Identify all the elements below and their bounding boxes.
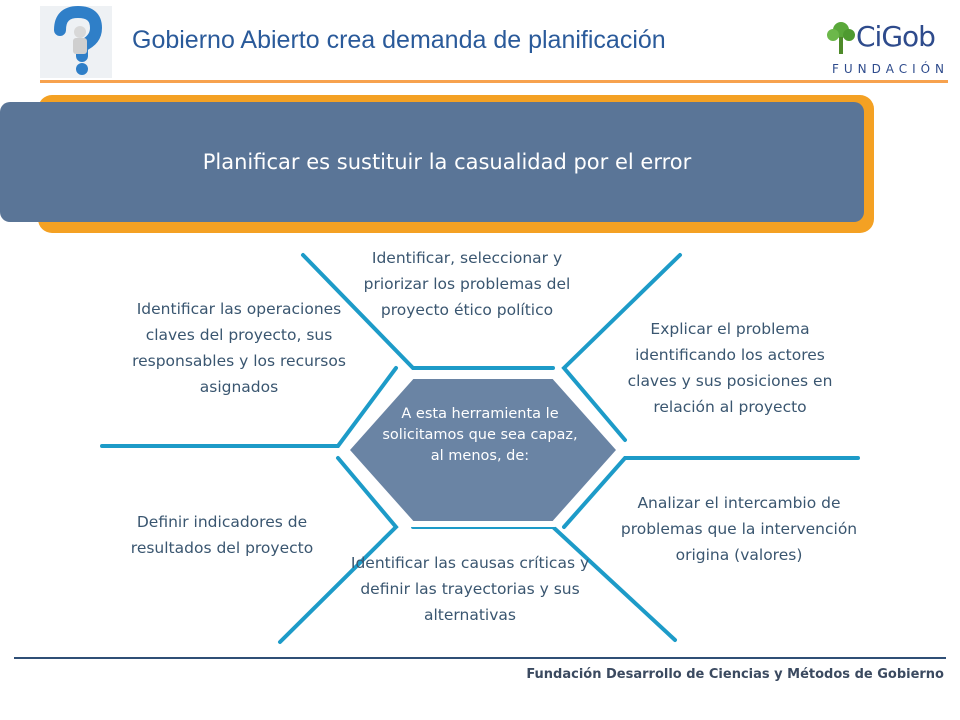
item-label-top: Identificar, seleccionar y priorizar los problemas del proyecto ético político: [363, 249, 571, 319]
footer-text: Fundación Desarrollo de Ciencias y Métodos de Gobierno: [526, 667, 944, 682]
item-label-upper-left: Identificar las operaciones claves del proyecto, sus responsables y los recursos asignados: [132, 300, 346, 396]
brand-name: CiGob: [856, 20, 935, 53]
item-label-lower-left: Definir indicadores de resultados del proyecto: [130, 513, 314, 557]
brand-subtitle: FUNDACIÓN: [832, 62, 950, 76]
page-title: Gobierno Abierto crea demanda de planificación: [132, 26, 666, 54]
item-label-bottom: Identificar las causas críticas y definir las trayectorias y sus alternativas: [350, 554, 590, 624]
footer-divider: [14, 657, 946, 659]
center-text: A esta herramienta le solicitamos que sea capaz, al menos, de:: [382, 406, 578, 464]
item-label-lower-right: Analizar el intercambio de problemas que la intervención origina (valores): [620, 494, 858, 564]
banner-text: Planificar es sustituir la casualidad por el error: [202, 150, 692, 174]
item-label-upper-right: Explicar el problema identificando los actores claves y sus posiciones en relación al proyecto: [627, 320, 833, 416]
